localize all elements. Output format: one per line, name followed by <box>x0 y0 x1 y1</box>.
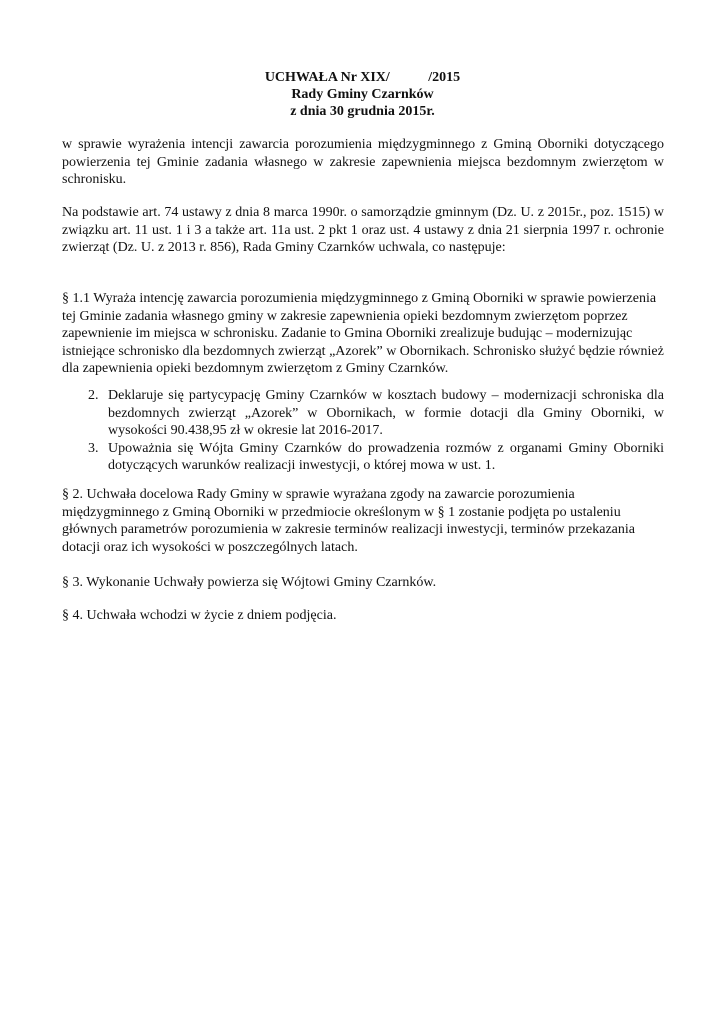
section-1-intro: § 1.1 Wyraża intencję zawarcia porozumienia międzygminnego z Gminą Oborniki w sprawie powierzenia tej Gminie zadania własnego gminy w zakresie zapewnienia opieki bezdomnym zwierzętom poprzez zapewnienie im miejsca w schronisku. Zadanie to Gmina Oborniki zrealizuje budując – modernizując istniejące schronisko dla bezdomnych zwierząt „Azorek” w Obornikach. Schronisko służyć będzie również dla zapewnienia opieki bezdomnym zwierzętom z Gminy Czarnków. <box>62 291 664 376</box>
resolution-number: UCHWAŁA Nr XIX/ /2015 <box>264 70 461 85</box>
resolution-subject: w sprawie wyrażenia intencji zawarcia porozumienia międzygminnego z Gminą Oborniki dotyczącego powierzenia tej Gminie zadania własnego w zakresie zapewnienia miejsca bezdomnym zwierzętom w schronisku. <box>62 137 664 187</box>
list-item-text: Upoważnia się Wójta Gminy Czarnków do prowadzenia rozmów z organami Gminy Oborniki dotyczących warunków realizacji inwestycji, o której mowa w ust. 1. <box>108 440 664 473</box>
list-item <box>62 387 664 440</box>
resolution-date: z dnia 30 grudnia 2015r. <box>290 104 435 119</box>
section-2: § 2. Uchwała docelowa Rady Gminy w sprawie wyrażana zgody na zawarcie porozumienia międzygminnego z Gminą Oborniki w przedmiocie określonym w § 1 zostanie podjęta po ustaleniu głównych parametrów porozumienia w zakresie terminów realizacji inwestycji, terminów przekazania dotacji oraz ich wysokości w poszczególnych latach. <box>62 487 635 555</box>
list-item-number: 3. <box>88 440 99 456</box>
section-1-list <box>62 387 664 475</box>
resolution-header <box>0 69 725 120</box>
section-4: § 4. Uchwała wchodzi w życie z dniem podjęcia. <box>62 608 337 623</box>
council-name: Rady Gminy Czarnków <box>291 87 434 102</box>
list-item-number: 2. <box>88 388 99 403</box>
list-item-text: Deklaruje się partycypację Gminy Czarnków w kosztach budowy – modernizacji schroniska dla bezdomnych zwierząt „Azorek” w Obornikach, w formie dotacji dla Gminy Oborniki, w wysokości 90.438,95 zł w okresie lat 2016-2017. <box>108 388 664 438</box>
legal-basis: Na podstawie art. 74 ustawy z dnia 8 marca 1990r. o samorządzie gminnym (Dz. U. z 2015r., poz. 1515) w związku art. 11 ust. 1 i 3 a także art. 11a ust. 2 pkt 1 oraz ust. 4 ustawy z dnia 21 sierpnia 1997 r. ochronie zwierząt (Dz. U. z 2013 r. 856), Rada Gminy Czarnków uchwala, co następuje: <box>62 205 664 255</box>
list-item <box>62 440 664 475</box>
section-3: § 3. Wykonanie Uchwały powierza się Wójtowi Gminy Czarnków. <box>62 575 437 590</box>
